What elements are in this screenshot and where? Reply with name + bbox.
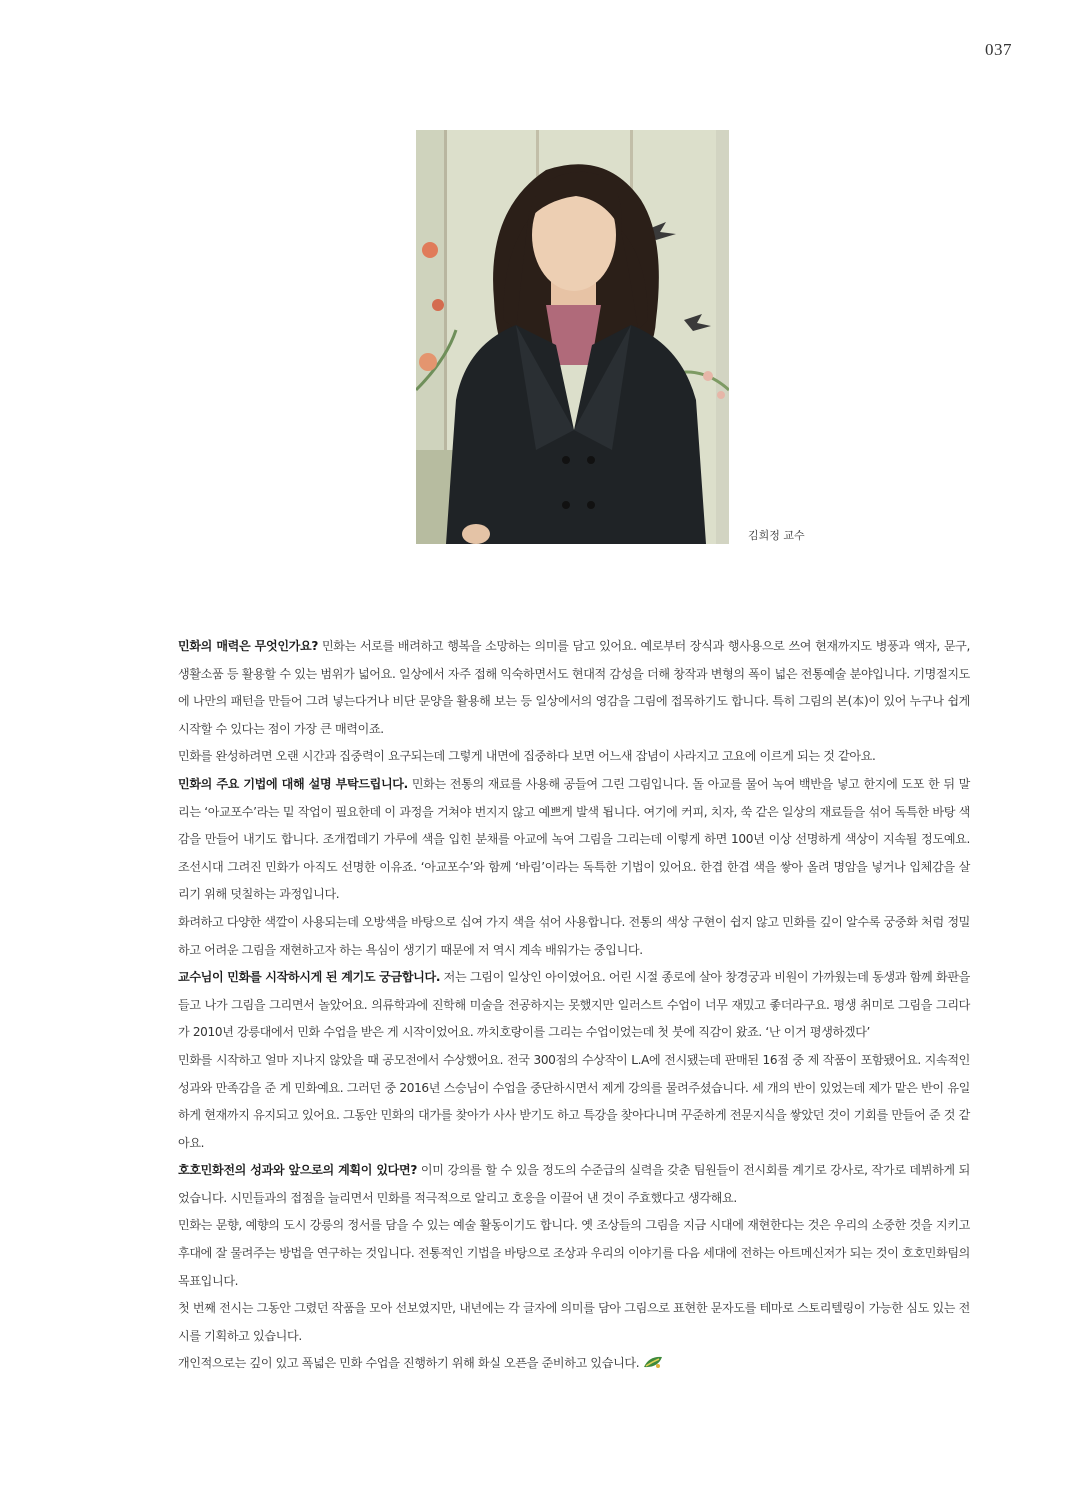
paragraph-text: 화려하고 다양한 색깔이 사용되는데 오방색을 바탕으로 십여 가지 색을 섞어 사용합니다. 전통의 색상 구현이 쉽지 않고 민화를 깊이 알수록 궁중화 처럼 정밀하고 어려운 그림을 재현하고자 하는 욕심이 생기기 때문에 저 역시 계속 배워가는 중입니다. xyxy=(178,914,970,957)
paragraph-text: 이미 강의를 할 수 있을 정도의 수준급의 실력을 갖춘 팀원들이 전시회를 계기로 강사로, 작가로 데뷔하게 되었습니다. 시민들과의 접점을 늘리면서 민화를 적극적으로 알리고 호응을 이끌어 낸 것이 주효했다고 생각해요. xyxy=(178,1163,970,1205)
article-paragraph xyxy=(178,1295,970,1350)
paragraph-text: 민화는 서로를 배려하고 행복을 소망하는 의미를 담고 있어요. 예로부터 장식과 행사용으로 쓰여 현재까지도 병풍과 액자, 문구, 생활소품 등 활용할 수 있는 범위가 넓어요. 일상에서 자주 접해 익숙하면서도 현대적 감성을 더해 창작과 변형의 폭이 넓은 전통예술 분야입니다. 기명절지도에 나만의 패턴을 만들어 그려 넣는다거나 비단 문양을 활용해 보는 등 일상에서의 영감을 그림에 접목하기도 합니다. 특히 그림의 본(本)이 있어 누구나 쉽게 시작할 수 있다는 점이 가장 큰 매력이죠. xyxy=(178,639,970,736)
page-number: 037 xyxy=(985,40,1012,59)
article-paragraph xyxy=(178,1047,970,1157)
interview-question: 민화의 주요 기법에 대해 설명 부탁드립니다. xyxy=(178,776,408,791)
article-body xyxy=(178,633,970,1378)
paragraph-text: 첫 번째 전시는 그동안 그렸던 작품을 모아 선보였지만, 내년에는 각 글자에 의미를 담아 그림으로 표현한 문자도를 테마로 스토리텔링이 가능한 심도 있는 전시를 기획하고 있습니다. xyxy=(178,1301,970,1343)
paragraph-text: 민화를 시작하고 얼마 지나지 않았을 때 공모전에서 수상했어요. 전국 300점의 수상작이 L.A에 전시됐는데 판매된 16점 중 제 작품이 포함됐어요. 지속적인 성과와 만족감을 준 게 민화예요. 그러던 중 2016년 스승님이 수업을 중단하시면서 제게 강의를 물려주셨습니다. 세 개의 반이 있었는데 제가 맡은 반이 유일하게 현재까지 유지되고 있어요. 그동안 민화의 대가를 찾아가 사사 받기도 하고 특강을 찾아다니며 꾸준하게 전문지식을 쌓았던 것이 기회를 만들어 준 것 같아요. xyxy=(178,1052,970,1150)
leaf-end-mark-icon xyxy=(643,1353,663,1369)
article-paragraph xyxy=(178,1350,970,1378)
paragraph-text: 민화는 전통의 재료를 사용해 공들여 그린 그림입니다. 돌 아교를 물어 녹여 백반을 넣고 한지에 도포 한 뒤 말리는 ‘아교포수’라는 밑 작업이 필요한데 이 과정을 거쳐야 번지지 않고 예쁘게 발색 됩니다. 여기에 커피, 치자, 쑥 같은 일상의 재료들을 섞어 독특한 바탕 색감을 만들어 내기도 합니다. 조개껍데기 가루에 색을 입힌 분채를 아교에 녹여 그림을 그리는데 이렇게 하면 100년 이상 선명하게 색상이 지속될 정도예요. 조선시대 그려진 민화가 아직도 선명한 이유죠. ‘아교포수’와 함께 ‘바림’이라는 독특한 기법이 있어요. 한겹 한겹 색을 쌓아 올려 명암을 넣거나 입체감을 살리기 위해 덧칠하는 과정입니다. xyxy=(178,776,970,902)
article-paragraph xyxy=(178,1157,970,1212)
paragraph-text: 저는 그림이 일상인 아이였어요. 어린 시절 종로에 살아 창경궁과 비원이 가까웠는데 동생과 함께 화판을 들고 나가 그림을 그리면서 놀았어요. 의류학과에 진학해 미술을 전공하지는 못했지만 일러스트 수업이 너무 재밌고 좋더라구요. 평생 취미로 그림을 그리다가 2010년 강릉대에서 민화 수업을 받은 게 시작이었어요. 까치호랑이를 그리는 수업이었는데 첫 붓에 직감이 왔죠. ‘난 이거 평생하겠다’ xyxy=(178,970,970,1040)
photo-caption: 김희정 교수 xyxy=(748,529,805,542)
interview-question: 민화의 매력은 무엇인가요? xyxy=(178,639,318,653)
portrait-illustration xyxy=(416,130,729,544)
article-paragraph xyxy=(178,1212,970,1295)
article-paragraph xyxy=(178,964,970,1047)
article-paragraph xyxy=(178,909,970,964)
interview-question: 교수님이 민화를 시작하시게 된 계기도 궁금합니다. xyxy=(178,970,441,985)
article-paragraph xyxy=(178,743,970,771)
article-paragraph xyxy=(178,771,970,909)
paragraph-text: 민화를 완성하려면 오랜 시간과 집중력이 요구되는데 그렇게 내면에 집중하다 보면 어느새 잡념이 사라지고 고요에 이르게 되는 것 같아요. xyxy=(178,749,876,764)
portrait-photo xyxy=(416,130,729,544)
paragraph-text: 개인적으로는 깊이 있고 폭넓은 민화 수업을 진행하기 위해 화실 오픈을 준비하고 있습니다. xyxy=(178,1356,640,1371)
paragraph-text: 민화는 문향, 예향의 도시 강릉의 정서를 담을 수 있는 예술 활동이기도 합니다. 옛 조상들의 그림을 지금 시대에 재현한다는 것은 우리의 소중한 것을 지키고 후대에 잘 물려주는 방법을 연구하는 것입니다. 전통적인 기법을 바탕으로 조상과 우리의 이야기를 다음 세대에 전하는 아트메신저가 되는 것이 호호민화팀의 목표입니다. xyxy=(178,1218,970,1288)
interview-question: 호호민화전의 성과와 앞으로의 계획이 있다면? xyxy=(178,1163,417,1178)
article-paragraph xyxy=(178,633,970,743)
